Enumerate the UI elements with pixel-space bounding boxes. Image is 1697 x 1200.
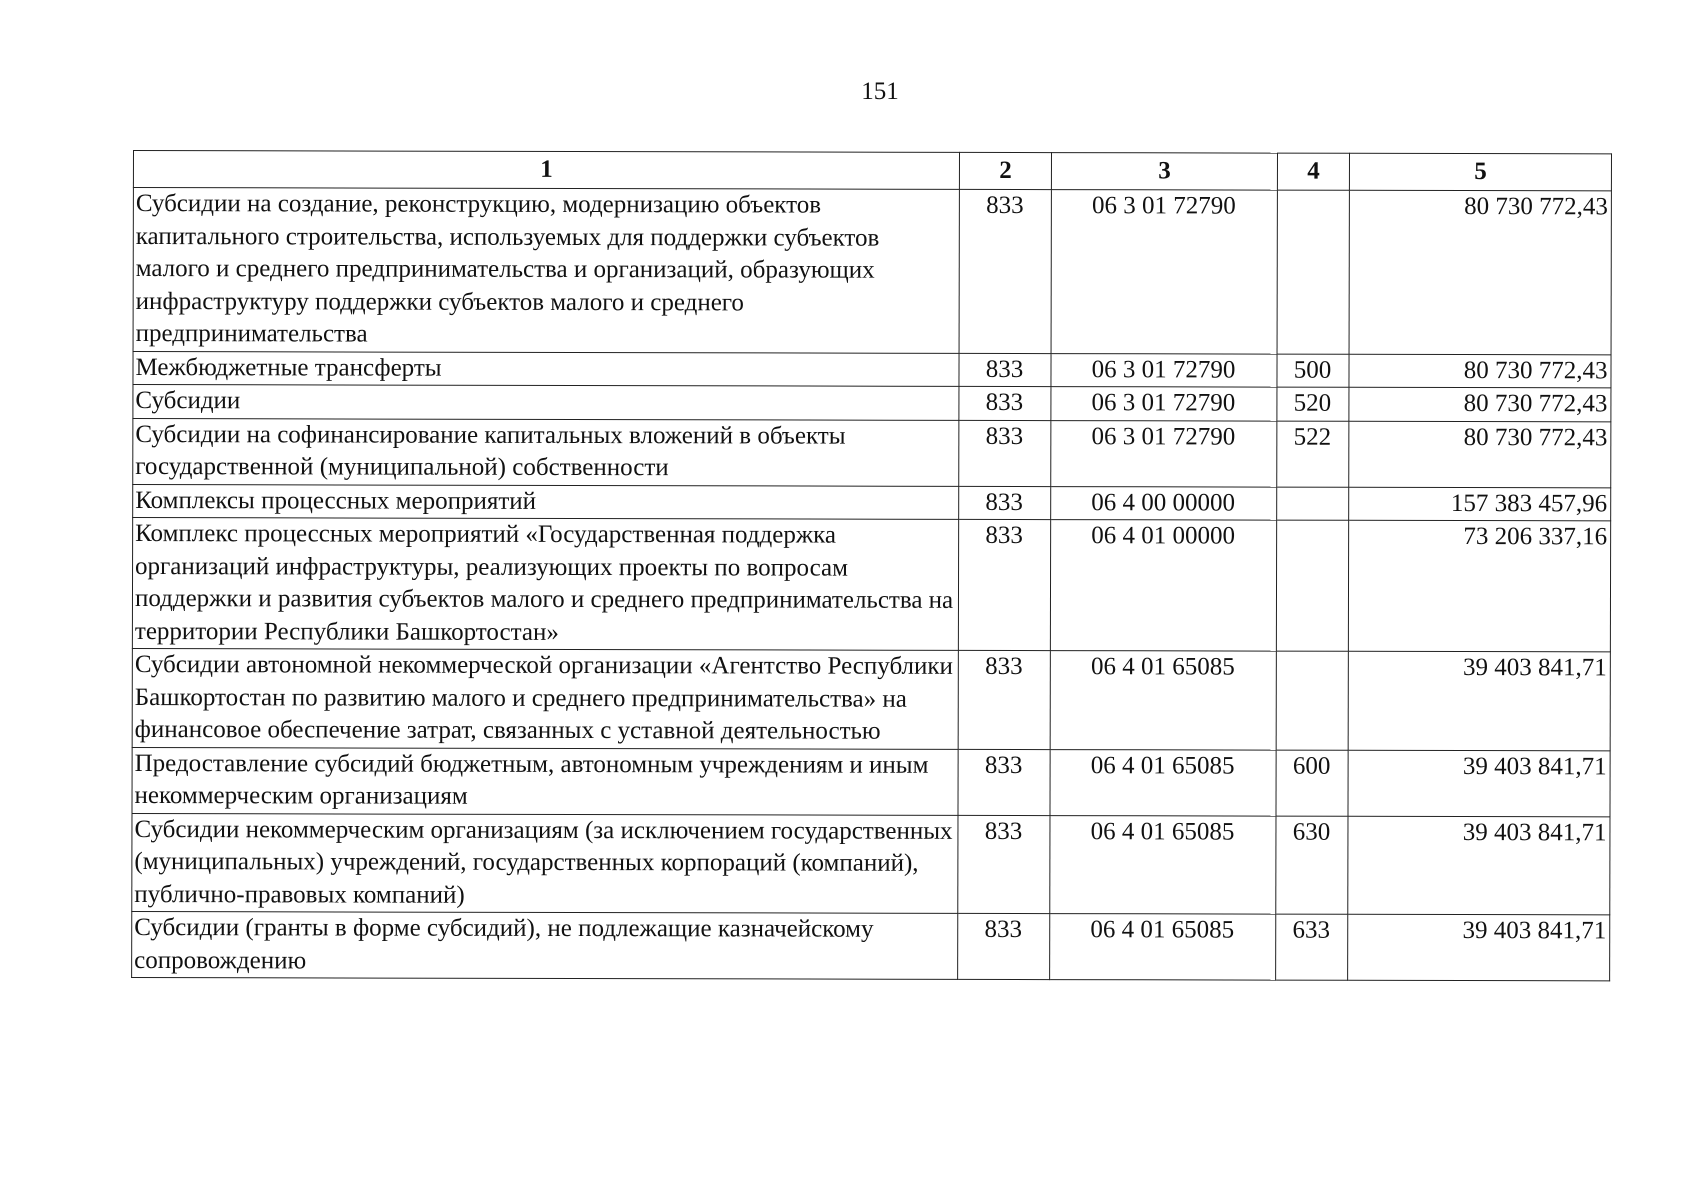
- ministry-code: 833: [959, 353, 1051, 387]
- target-article: 06 4 01 65085: [1050, 914, 1276, 981]
- budget-table: [131, 150, 1612, 981]
- table-row: [132, 648, 1610, 750]
- ministry-code: 833: [959, 486, 1051, 520]
- amount: 80 730 772,43: [1349, 387, 1611, 421]
- item-name: Субсидии некоммерческим организациям (за исключением государственных (муниципальных) учреждений, государственных корпораций (компаний), публично-правовых компаний): [132, 813, 958, 913]
- item-name: Комплексы процессных мероприятий: [133, 484, 959, 519]
- item-name: Субсидии на создание, реконструкцию, модернизацию объектов капитального строительства, используемых для поддержки субъектов малого и среднего предпринимательства и организаций, образующих инфраструктуру поддержки субъектов малого и среднего предпринимательства: [133, 188, 959, 353]
- expense-type: 633: [1276, 914, 1348, 980]
- ministry-code: 833: [958, 749, 1050, 815]
- expense-type: 630: [1276, 816, 1348, 915]
- amount: 39 403 841,71: [1348, 816, 1610, 915]
- target-article: 06 3 01 72790: [1051, 387, 1277, 421]
- table-row: [133, 188, 1611, 355]
- table-row: [133, 351, 1611, 388]
- item-name: Предоставление субсидий бюджетным, автономным учреждениям и иным некоммерческим организациям: [132, 747, 958, 815]
- target-article: 06 3 01 72790: [1051, 420, 1277, 487]
- table-row: [132, 813, 1610, 915]
- item-name: Субсидии автономной некоммерческой организации «Агентство Республики Башкортостан по развитию малого и среднего предпринимательства» на финансовое обеспечение затрат, связанных с уставной деятельностью: [132, 648, 958, 748]
- target-article: 06 4 00 00000: [1051, 486, 1277, 520]
- column-header: 5: [1349, 153, 1611, 191]
- item-name: Субсидии на софинансирование капитальных вложений в объекты государственной (муниципальной) собственности: [133, 418, 959, 486]
- ministry-code: 833: [958, 815, 1050, 914]
- amount: 80 730 772,43: [1349, 190, 1611, 354]
- budget-table-container: [131, 150, 1611, 981]
- table-header-row: [133, 151, 1611, 191]
- amount: 157 383 457,96: [1349, 487, 1611, 521]
- table-row: [133, 484, 1611, 521]
- expense-type: 600: [1276, 750, 1348, 816]
- ministry-code: 833: [959, 386, 1051, 420]
- item-name: Субсидии (гранты в форме субсидий), не подлежащие казначейскому сопровождению: [132, 911, 958, 979]
- table-row: [133, 385, 1611, 422]
- expense-type: 522: [1277, 421, 1349, 487]
- amount: 39 403 841,71: [1348, 914, 1610, 981]
- ministry-code: 833: [958, 913, 1050, 979]
- table-row: [132, 911, 1610, 980]
- item-name: Субсидии: [133, 385, 959, 420]
- ministry-code: 833: [958, 650, 1050, 749]
- expense-type: [1276, 520, 1348, 651]
- target-article: 06 3 01 72790: [1051, 353, 1277, 387]
- expense-type: 500: [1277, 354, 1349, 388]
- amount: 39 403 841,71: [1348, 750, 1610, 817]
- amount: 39 403 841,71: [1348, 651, 1610, 750]
- column-header: 2: [959, 152, 1051, 189]
- expense-type: 520: [1277, 387, 1349, 421]
- expense-type: [1277, 487, 1349, 521]
- page-number: 151: [861, 78, 899, 105]
- target-article: 06 4 01 65085: [1050, 651, 1276, 750]
- column-header: 1: [133, 151, 959, 190]
- item-name: Комплекс процессных мероприятий «Государственная поддержка организаций инфраструктуры, реализующих проекты по вопросам поддержки и развития субъектов малого и среднего предпринимательства на территории Республики Башкортостан»: [132, 518, 958, 651]
- target-article: 06 4 01 65085: [1050, 749, 1276, 816]
- amount: 80 730 772,43: [1349, 354, 1611, 388]
- expense-type: [1276, 651, 1348, 750]
- column-header: 3: [1051, 153, 1277, 191]
- table-row: [133, 418, 1611, 487]
- expense-type: [1277, 190, 1349, 354]
- table-row: [132, 518, 1610, 652]
- column-header: 4: [1277, 153, 1349, 190]
- target-article: 06 3 01 72790: [1051, 190, 1277, 354]
- ministry-code: 833: [958, 519, 1050, 650]
- ministry-code: 833: [959, 189, 1051, 353]
- target-article: 06 4 01 00000: [1050, 520, 1276, 652]
- item-name: Межбюджетные трансферты: [133, 351, 959, 386]
- target-article: 06 4 01 65085: [1050, 815, 1276, 914]
- ministry-code: 833: [959, 420, 1051, 486]
- amount: 73 206 337,16: [1348, 520, 1610, 652]
- table-row: [132, 747, 1610, 816]
- amount: 80 730 772,43: [1349, 421, 1611, 488]
